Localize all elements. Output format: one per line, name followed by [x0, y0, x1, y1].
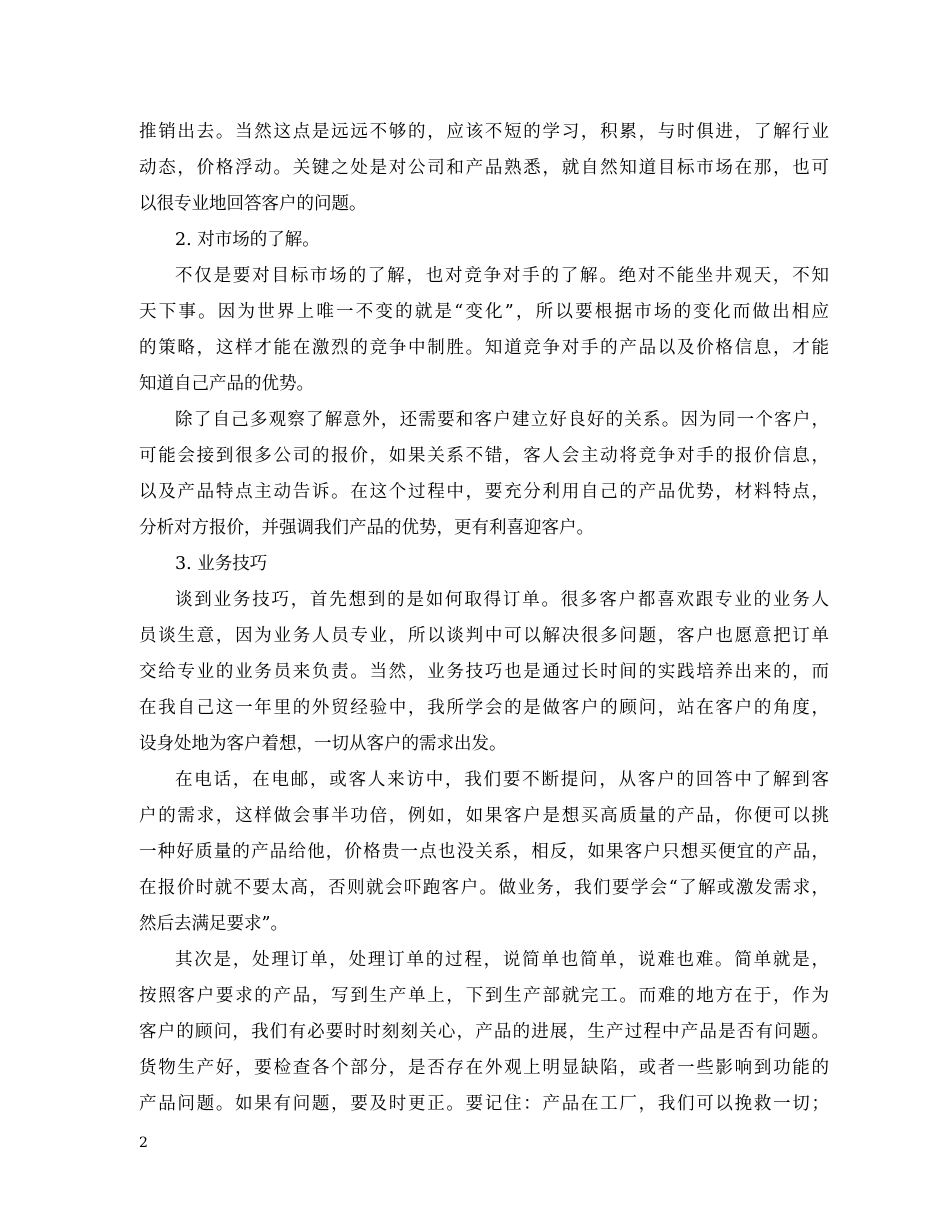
text-line: 在报价时就不要太高，否则就会吓跑客户。做业务，我们要学会“了解或激发需求， [139, 878, 831, 898]
text-line: 可能会接到很多公司的报价，如果关系不错，客人会主动将竞争对手的报价信息， [139, 446, 831, 466]
text-line: 客户的顾问，我们有必要时时刻刻关心，产品的进展，生产过程中产品是否有问题。 [139, 1022, 831, 1042]
text-line: 推销出去。当然这点是远远不够的，应该不短的学习，积累，与时俱进，了解行业 [139, 122, 831, 142]
text-line: 以及产品特点主动告诉。在这个过程中，要充分利用自己的产品优势，材料特点， [139, 482, 831, 502]
text-line: 分析对方报价，并强调我们产品的优势，更有利喜迎客户。 [139, 518, 594, 538]
page-number: 2 [139, 1135, 148, 1151]
text-line: 一种好质量的产品给他，价格贵一点也没关系，相反，如果客户只想买便宜的产品， [139, 842, 831, 862]
text-line: 谈到业务技巧，首先想到的是如何取得订单。很多客户都喜欢跟专业的业务人 [175, 590, 831, 610]
body-text [139, 114, 832, 1122]
text-line: 以很专业地回答客户的问题。 [139, 194, 367, 214]
text-line: 2. 对市场的了解。 [175, 230, 320, 250]
text-line: 员谈生意，因为业务人员专业，所以谈判中可以解决很多问题，客户也愿意把订单 [139, 626, 831, 646]
text-line: 在我自己这一年里的外贸经验中，我所学会的是做客户的顾问，站在客户的角度， [139, 698, 831, 718]
text-line: 户的需求，这样做会事半功倍，例如，如果客户是想买高质量的产品，你便可以挑 [139, 806, 831, 826]
text-line: 的策略，这样才能在激烈的竞争中制胜。知道竞争对手的产品以及价格信息，才能 [139, 338, 831, 358]
text-line: 按照客户要求的产品，写到生产单上，下到生产部就完工。而难的地方在于，作为 [139, 986, 831, 1006]
text-line: 其次是，处理订单，处理订单的过程，说简单也简单，说难也难。简单就是， [175, 950, 831, 970]
text-line: 除了自己多观察了解意外，还需要和客户建立好良好的关系。因为同一个客户， [175, 410, 831, 430]
text-line: 产品问题。如果有问题，要及时更正。要记住：产品在工厂，我们可以挽救一切； [139, 1094, 831, 1114]
text-line: 然后去满足要求”。 [139, 914, 288, 934]
text-line: 不仅是要对目标市场的了解，也对竞争对手的了解。绝对不能坐井观天，不知 [175, 266, 831, 286]
text-line: 动态，价格浮动。关键之处是对公司和产品熟悉，就自然知道目标市场在那，也可 [139, 158, 831, 178]
text-line: 交给专业的业务员来负责。当然，业务技巧也是通过长时间的实践培养出来的，而 [139, 662, 831, 682]
text-line: 天下事。因为世界上唯一不变的就是“变化”，所以要根据市场的变化而做出相应 [139, 302, 832, 322]
text-line: 3. 业务技巧 [175, 554, 268, 574]
text-line: 设身处地为客户着想，一切从客户的需求出发。 [139, 734, 507, 754]
text-line: 在电话，在电邮，或客人来访中，我们要不断提问，从客户的回答中了解到客 [175, 770, 831, 790]
text-line: 知道自己产品的优势。 [139, 374, 314, 394]
text-line: 货物生产好，要检查各个部分，是否存在外观上明显缺陷，或者一些影响到功能的 [139, 1058, 831, 1078]
